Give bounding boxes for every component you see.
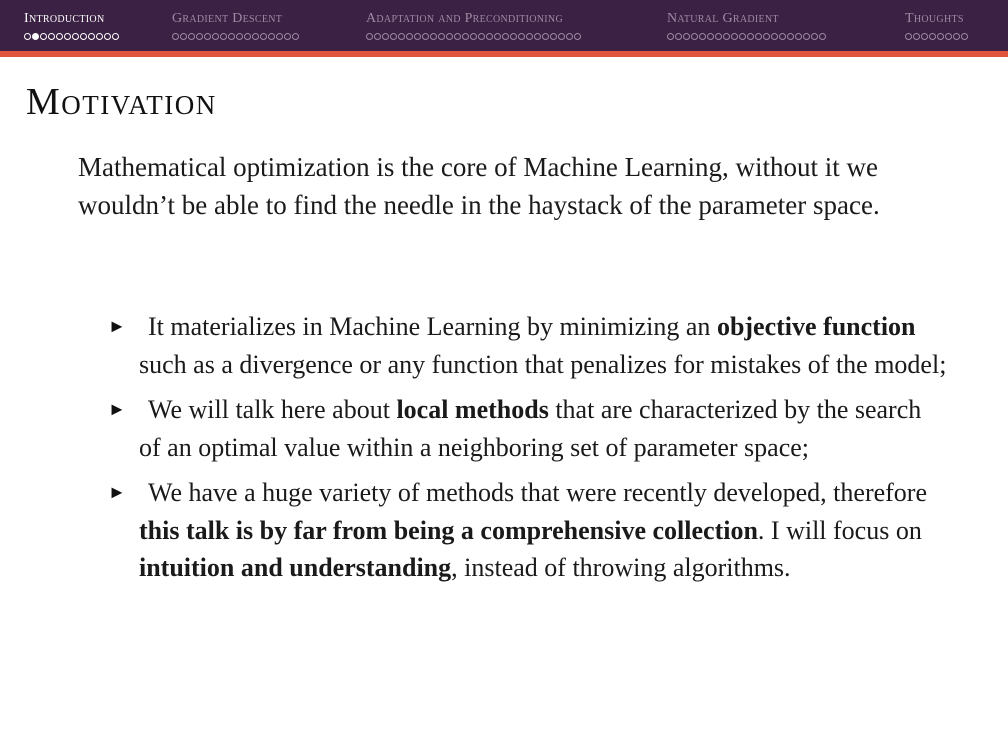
current-slide-dot[interactable] — [32, 33, 39, 40]
slide-dot[interactable] — [244, 33, 251, 40]
slide-dot[interactable] — [763, 33, 770, 40]
navigation-bar — [0, 0, 1008, 51]
slide-dot[interactable] — [542, 33, 549, 40]
slide-dot[interactable] — [803, 33, 810, 40]
slide-dot[interactable] — [382, 33, 389, 40]
slide-title: Motivation — [26, 81, 217, 123]
slide-dot[interactable] — [913, 33, 920, 40]
slide-dot[interactable] — [276, 33, 283, 40]
slide-dot[interactable] — [510, 33, 517, 40]
bullet-text: . I will focus on — [757, 515, 922, 545]
slide-dot[interactable] — [220, 33, 227, 40]
nav-section-gradient-descent[interactable] — [172, 10, 299, 41]
bullet-emphasis: intuition and understanding — [139, 553, 452, 582]
bullet-text: It materializes in Machine Learning by minimizing an — [148, 312, 717, 341]
bullet-list — [108, 308, 948, 595]
slide-dot[interactable] — [787, 33, 794, 40]
slide-dot[interactable] — [819, 33, 826, 40]
slide-dot[interactable] — [366, 33, 373, 40]
slide-dot[interactable] — [390, 33, 397, 40]
slide-dot[interactable] — [731, 33, 738, 40]
slide-dot[interactable] — [747, 33, 754, 40]
slide-dot[interactable] — [284, 33, 291, 40]
slide-dot[interactable] — [715, 33, 722, 40]
slide-dot[interactable] — [699, 33, 706, 40]
slide-dot[interactable] — [438, 33, 445, 40]
slide-progress-dots — [172, 31, 299, 41]
slide-dot[interactable] — [454, 33, 461, 40]
slide-dot[interactable] — [683, 33, 690, 40]
slide-dot[interactable] — [188, 33, 195, 40]
nav-section-label: Thoughts — [905, 11, 964, 26]
slide-dot[interactable] — [558, 33, 565, 40]
slide-dot[interactable] — [779, 33, 786, 40]
slide-dot[interactable] — [550, 33, 557, 40]
slide-dot[interactable] — [204, 33, 211, 40]
slide-dot[interactable] — [675, 33, 682, 40]
slide-dot[interactable] — [228, 33, 235, 40]
slide-dot[interactable] — [921, 33, 928, 40]
nav-section-label: Gradient Descent — [172, 11, 283, 26]
slide-dot[interactable] — [292, 33, 299, 40]
nav-section-thoughts[interactable] — [905, 10, 968, 41]
slide-dot[interactable] — [953, 33, 960, 40]
slide-dot[interactable] — [518, 33, 525, 40]
slide-dot[interactable] — [112, 33, 119, 40]
slide-dot[interactable] — [929, 33, 936, 40]
slide-dot[interactable] — [470, 33, 477, 40]
slide-dot[interactable] — [566, 33, 573, 40]
slide-dot[interactable] — [961, 33, 968, 40]
slide-dot[interactable] — [707, 33, 714, 40]
nav-section-natural-gradient[interactable] — [667, 10, 826, 41]
bullet-emphasis: local methods — [396, 395, 549, 424]
nav-section-label: Natural Gradient — [667, 11, 779, 26]
slide-progress-dots — [667, 31, 826, 41]
slide-dot[interactable] — [88, 33, 95, 40]
slide-dot[interactable] — [64, 33, 71, 40]
slide-progress-dots — [366, 31, 581, 41]
bullet-item — [108, 474, 948, 587]
slide-dot[interactable] — [196, 33, 203, 40]
slide-dot[interactable] — [945, 33, 952, 40]
slide-dot[interactable] — [180, 33, 187, 40]
bullet-text: We will talk here about — [148, 395, 397, 424]
slide-dot[interactable] — [502, 33, 509, 40]
slide-dot[interactable] — [811, 33, 818, 40]
bullet-item — [108, 391, 948, 466]
slide-progress-dots — [905, 31, 968, 41]
slide-dot[interactable] — [172, 33, 179, 40]
slide-dot[interactable] — [937, 33, 944, 40]
slide-progress-dots — [24, 31, 119, 41]
slide-dot[interactable] — [739, 33, 746, 40]
slide-dot[interactable] — [56, 33, 63, 40]
slide-dot[interactable] — [446, 33, 453, 40]
slide-dot[interactable] — [398, 33, 405, 40]
slide-dot[interactable] — [723, 33, 730, 40]
slide-dot[interactable] — [771, 33, 778, 40]
slide-dot[interactable] — [667, 33, 674, 40]
slide-dot[interactable] — [478, 33, 485, 40]
slide-dot[interactable] — [80, 33, 87, 40]
slide-dot[interactable] — [534, 33, 541, 40]
intro-paragraph: Mathematical optimization is the core of Machine Learning, without it we wouldn’t be able to find the needle in the haystack of the parameter space. — [78, 152, 880, 220]
bullet-item — [108, 308, 948, 383]
bullet-arrow-icon: ► — [108, 399, 126, 419]
slide-dot[interactable] — [574, 33, 581, 40]
nav-section-adaptation-preconditioning[interactable] — [366, 10, 581, 41]
slide-dot[interactable] — [486, 33, 493, 40]
bullet-text: that are characterized by the search of an optimal value within a neighboring set of parameter space; — [139, 395, 922, 462]
slide-dot[interactable] — [905, 33, 912, 40]
slide-dot[interactable] — [260, 33, 267, 40]
accent-line — [0, 51, 1008, 57]
slide-dot[interactable] — [374, 33, 381, 40]
slide-dot[interactable] — [414, 33, 421, 40]
slide-dot[interactable] — [691, 33, 698, 40]
bullet-text: , instead of throwing algorithms. — [451, 553, 791, 582]
slide-dot[interactable] — [526, 33, 533, 40]
nav-section-label: Adaptation and Preconditioning — [366, 11, 563, 26]
slide-dot[interactable] — [406, 33, 413, 40]
slide-dot[interactable] — [24, 33, 31, 40]
slide-dot[interactable] — [236, 33, 243, 40]
slide-dot[interactable] — [795, 33, 802, 40]
slide-dot[interactable] — [40, 33, 47, 40]
slide-dot[interactable] — [104, 33, 111, 40]
slide-dot[interactable] — [212, 33, 219, 40]
bullet-text: such as a divergence or any function that penalizes for mistakes of the model; — [139, 349, 947, 379]
slide-dot[interactable] — [755, 33, 762, 40]
bullet-text: We have a huge variety of methods that were recently developed, therefore — [148, 478, 927, 507]
nav-section-introduction[interactable] — [24, 10, 119, 41]
slide-dot[interactable] — [252, 33, 259, 40]
slide-dot[interactable] — [462, 33, 469, 40]
slide-dot[interactable] — [494, 33, 501, 40]
bullet-emphasis: objective function — [716, 312, 916, 341]
slide-dot[interactable] — [96, 33, 103, 40]
bullet-arrow-icon: ► — [108, 316, 126, 336]
slide-dot[interactable] — [72, 33, 79, 40]
slide-dot[interactable] — [430, 33, 437, 40]
nav-section-label: Introduction — [24, 11, 105, 26]
bullet-emphasis: this talk is by far from being a comprehensive collection — [139, 515, 758, 545]
slide-dot[interactable] — [48, 33, 55, 40]
slide-dot[interactable] — [268, 33, 275, 40]
bullet-arrow-icon: ► — [108, 482, 126, 502]
slide-dot[interactable] — [422, 33, 429, 40]
